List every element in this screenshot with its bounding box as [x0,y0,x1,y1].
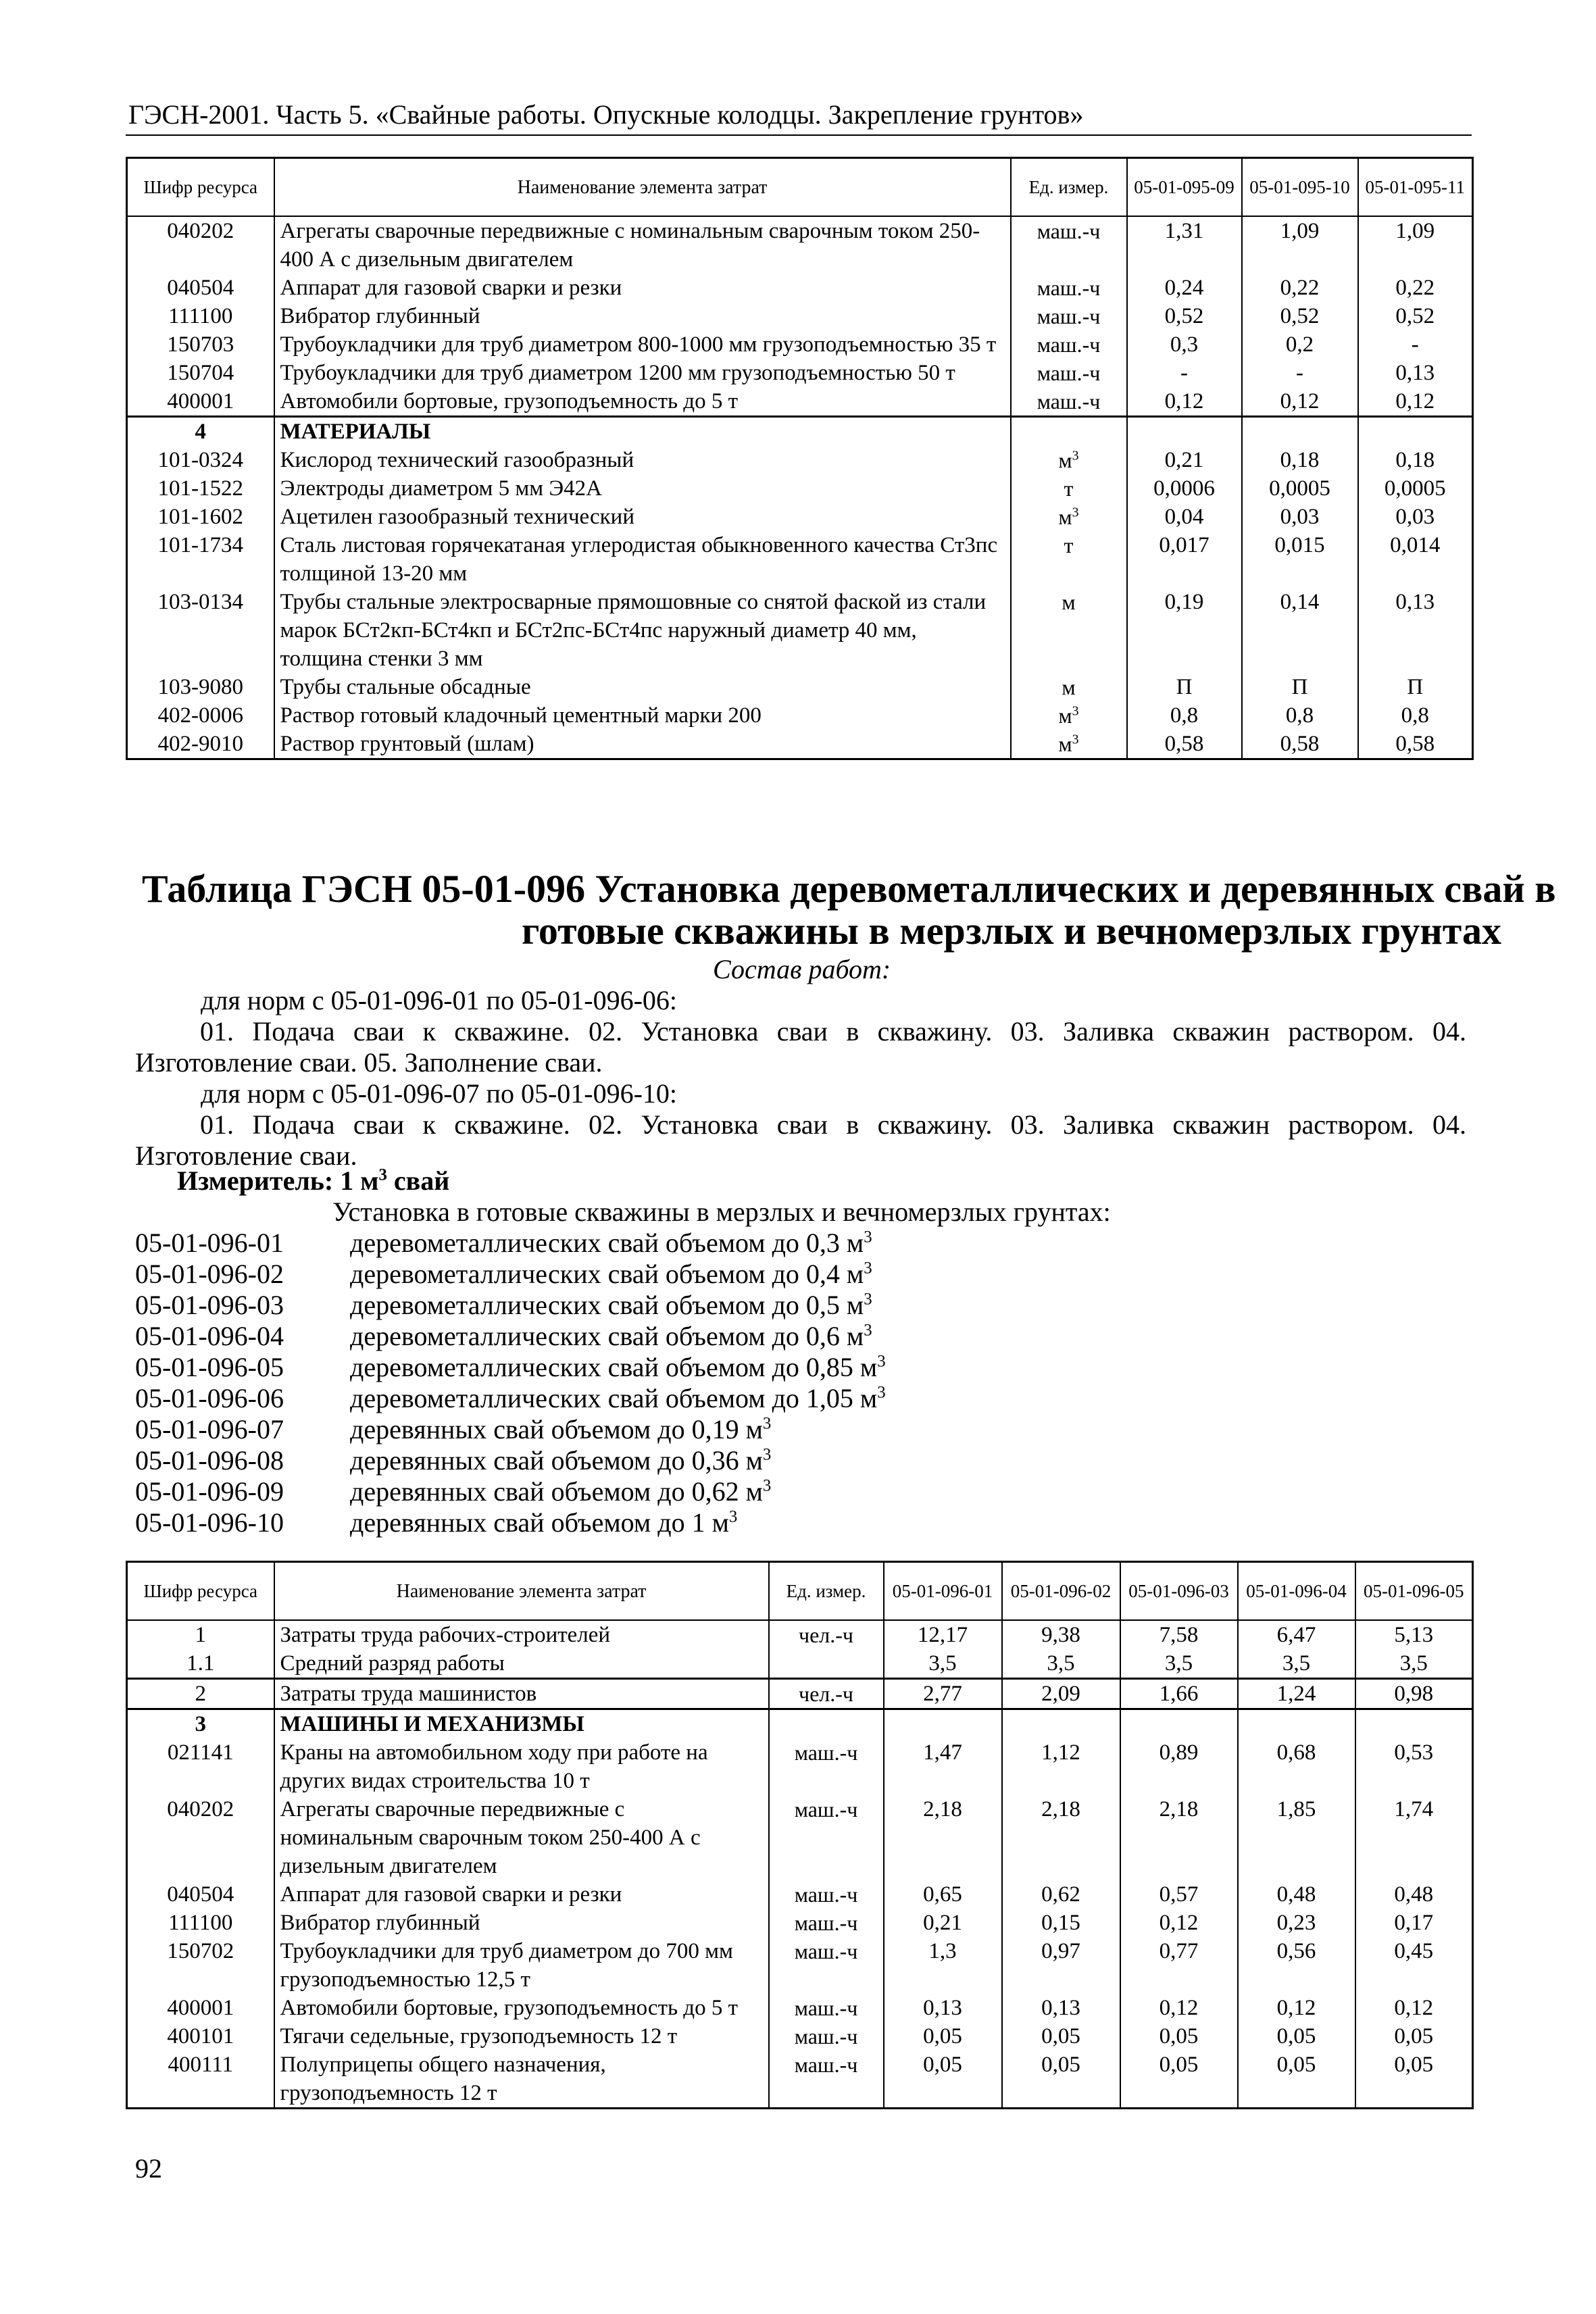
table-row [127,1909,1473,1937]
resource-value: 0,58 [1127,730,1242,759]
empty-cell [1238,1709,1355,1739]
resource-name: Краны на автомобильном ходу при работе на других видах строительства 10 т [274,1738,769,1795]
norm-list-item [135,1259,1419,1290]
resource-unit: м [1011,588,1127,673]
resource-code: 111100 [127,1909,274,1937]
resource-code: 101-1734 [127,531,274,588]
resource-value: 0,0006 [1127,474,1242,503]
page-number: 92 [135,2153,162,2184]
empty-cell [1355,1709,1473,1739]
resource-value: 0,2 [1242,330,1358,359]
resource-unit: маш.-ч [1011,274,1127,302]
table-row [127,387,1473,417]
resource-value: 3,5 [1002,1649,1120,1679]
resource-value: 0,12 [1127,387,1242,417]
norm-list-item [135,1228,1419,1259]
resource-name: Электроды диаметром 5 мм Э42А [274,474,1011,503]
labor-section [127,1620,1473,1679]
resource-value: 1,3 [884,1937,1002,1994]
resource-value: 2,18 [884,1795,1002,1880]
resource-value: 9,38 [1002,1620,1120,1649]
section-title: МАТЕРИАЛЫ [274,417,1011,447]
resource-unit: маш.-ч [769,1738,884,1795]
table-row [127,474,1473,503]
col-header-value: 05-01-095-11 [1358,158,1473,217]
resource-name: Вибратор глубинный [274,302,1011,330]
norm-description: деревянных свай объемом до 0,19 $м^3$ [350,1414,772,1444]
resource-value: 0,52 [1242,302,1358,330]
resource-value: 0,18 [1358,446,1473,474]
norm-code: 05-01-096-08 [135,1445,284,1476]
norm-list [135,1228,1419,1538]
resource-unit: маш.-ч [769,1994,884,2022]
col-header-name: Наименование элемента затрат [274,158,1011,217]
resource-name: Автомобили бортовые, грузоподъемность до 5 т [274,387,1011,417]
table-row [127,1937,1473,1994]
resource-code: 101-1522 [127,474,274,503]
running-header: ГЭСН-2001. Часть 5. «Свайные работы. Опускные колодцы. Закрепление грунтов» [128,99,1084,130]
resource-value: 0,12 [1120,1994,1238,2022]
table-title-line-2: готовые скважины в мерзлых и вечномерзлых грунтах [522,909,1501,953]
empty-cell [1011,417,1127,447]
work-composition-caption: Состав работ: [713,954,891,984]
header-rule [126,134,1472,136]
resource-value: 1,31 [1127,216,1242,274]
norm-code: 05-01-096-07 [135,1414,284,1444]
norm-list-item [135,1321,1419,1352]
resource-value: 0,04 [1127,503,1242,531]
table-row [127,1679,1473,1709]
norm-list-item [135,1476,1419,1507]
table-row [127,673,1473,701]
resource-code: 1 [127,1620,274,1649]
resource-unit: маш.-ч [1011,216,1127,274]
resource-value: 0,12 [1358,387,1473,417]
resource-code: 2 [127,1679,274,1709]
resource-value: 0,22 [1358,274,1473,302]
table-header-row [127,1562,1473,1621]
resource-value: П [1358,673,1473,701]
col-header-name: Наименование элемента затрат [274,1562,769,1621]
col-header-value: 05-01-095-10 [1242,158,1358,217]
resource-unit: маш.-ч [769,1795,884,1880]
resource-code: 150702 [127,1937,274,1994]
resource-value: 0,21 [1127,446,1242,474]
norm-list-item [135,1290,1419,1321]
resource-value: 0,58 [1358,730,1473,759]
resource-value: 0,14 [1242,588,1358,673]
resource-value: 1,85 [1238,1795,1355,1880]
norm-description: деревянных свай объемом до 0,62 $м^3$ [350,1476,772,1507]
resource-value: 0,15 [1002,1909,1120,1937]
measure-unit: Измеритель: 1 $м^3$ свай [177,1165,450,1196]
resource-code: 1.1 [127,1649,274,1679]
resource-value: П [1242,673,1358,701]
resource-value: 0,03 [1358,503,1473,531]
resource-unit: $м^3$ [1011,730,1127,759]
section-title: МАШИНЫ И МЕХАНИЗМЫ [274,1709,769,1739]
resource-name: Агрегаты сварочные передвижные с номинальным сварочным током 250-400 А с дизельным двигателем [274,216,1011,274]
resource-value: 0,13 [1358,359,1473,387]
empty-cell [1002,1709,1120,1739]
norm-description: деревометаллических свай объемом до 0,85 $м^3$ [350,1352,886,1382]
resource-value: 3,5 [1355,1649,1473,1679]
resource-name: Раствор грунтовый (шлам) [274,730,1011,759]
table-row [127,330,1473,359]
resource-unit: маш.-ч [1011,330,1127,359]
table-row [127,1649,1473,1679]
resource-code: 040504 [127,1880,274,1909]
resource-name: Трубоукладчики для труб диаметром 800-1000 мм грузоподъемностью 35 т [274,330,1011,359]
resource-code: 040504 [127,274,274,302]
resource-value: 1,09 [1242,216,1358,274]
table-row [127,216,1473,274]
table-row [127,701,1473,730]
resource-value: 0,97 [1002,1937,1120,1994]
norm-group-1-label: для норм с 05-01-096-01 по 05-01-096-06: [201,985,678,1015]
resource-value: 0,53 [1355,1738,1473,1795]
resource-name: Тягачи седельные, грузоподъемность 12 т [274,2022,769,2051]
resource-unit: маш.-ч [769,2051,884,2109]
resource-code: 101-1602 [127,503,274,531]
resource-value: П [1127,673,1242,701]
resource-name: Трубы стальные обсадные [274,673,1011,701]
materials-rows [127,446,1473,759]
materials-section [127,417,1473,447]
resource-unit: маш.-ч [769,1880,884,1909]
resource-value: 0,03 [1242,503,1358,531]
empty-cell [884,1709,1002,1739]
norm-group-2-text: 01. Подача сваи к скважине. 02. Установка сваи в скважину. 03. Заливка скважин раствором. 04. Изготовление сваи. [135,1109,1466,1171]
section-heading-row [127,1709,1473,1739]
resource-value: 2,18 [1120,1795,1238,1880]
resource-name: Затраты труда рабочих-строителей [274,1620,769,1649]
resource-unit: маш.-ч [769,1909,884,1937]
resource-code: 103-9080 [127,673,274,701]
resource-value: 1,47 [884,1738,1002,1795]
table-row [127,1795,1473,1880]
resource-code: 402-9010 [127,730,274,759]
norm-description: деревянных свай объемом до 0,36 $м^3$ [350,1445,772,1476]
col-header-unit: Ед. измер. [1011,158,1127,217]
machines-rows [127,1738,1473,2109]
norm-list-item [135,1445,1419,1476]
resource-value: 2,77 [884,1679,1002,1709]
norm-description: деревометаллических свай объемом до 0,4 $м^3$ [350,1259,872,1289]
norm-code: 05-01-096-02 [135,1259,284,1289]
resource-value: 0,05 [884,2051,1002,2109]
resource-unit: маш.-ч [1011,359,1127,387]
resource-code: 150703 [127,330,274,359]
resource-unit: маш.-ч [1011,387,1127,417]
resource-value: - [1127,359,1242,387]
resource-value: 3,5 [884,1649,1002,1679]
resource-value: 0,05 [1120,2051,1238,2109]
table-row [127,531,1473,588]
resource-value: 0,014 [1358,531,1473,588]
section-code: 3 [127,1709,274,1739]
machines-section [127,216,1473,417]
resource-value: 0,24 [1127,274,1242,302]
resource-value: 0,12 [1242,387,1358,417]
resource-value: 0,23 [1238,1909,1355,1937]
resource-value: 0,13 [884,1994,1002,2022]
resource-value: 0,8 [1242,701,1358,730]
resource-value: 0,3 [1127,330,1242,359]
resource-value: 0,05 [1355,2051,1473,2109]
operators-section [127,1679,1473,1709]
empty-cell [1120,1709,1238,1739]
norm-code: 05-01-096-04 [135,1321,284,1351]
resource-unit: $м^3$ [1011,503,1127,531]
col-header-value: 05-01-095-09 [1127,158,1242,217]
table-header-row [127,158,1473,217]
norm-code: 05-01-096-10 [135,1507,284,1538]
resource-name: Трубоукладчики для труб диаметром до 700 мм грузоподъемностью 12,5 т [274,1937,769,1994]
resource-value: 0,05 [1355,2022,1473,2051]
resource-value: 6,47 [1238,1620,1355,1649]
norm-code: 05-01-096-09 [135,1476,284,1507]
section-heading-row [127,417,1473,447]
resource-value: 0,65 [884,1880,1002,1909]
table-row [127,503,1473,531]
resource-value: 1,66 [1120,1679,1238,1709]
resource-value: 2,09 [1002,1679,1120,1709]
col-header-value: 05-01-096-05 [1355,1562,1473,1621]
col-header-value: 05-01-096-01 [884,1562,1002,1621]
resource-name: Вибратор глубинный [274,1909,769,1937]
resource-unit: т [1011,531,1127,588]
resource-value: 3,5 [1120,1649,1238,1679]
resource-value: 0,18 [1242,446,1358,474]
norm-description: деревометаллических свай объемом до 1,05 $м^3$ [350,1383,886,1413]
col-header-value: 05-01-096-02 [1002,1562,1120,1621]
resource-code: 040202 [127,1795,274,1880]
resource-name: Трубоукладчики для труб диаметром 1200 мм грузоподъемностью 50 т [274,359,1011,387]
resource-table-095 [126,157,1474,760]
resource-value: 0,13 [1358,588,1473,673]
norm-list-item [135,1414,1419,1445]
resource-code: 101-0324 [127,446,274,474]
resource-name: Кислород технический газообразный [274,446,1011,474]
resource-name: Агрегаты сварочные передвижные с номинальным сварочным током 250-400 А с дизельным двигателем [274,1795,769,1880]
resource-value: 0,62 [1002,1880,1120,1909]
resource-code: 040202 [127,216,274,274]
table-row [127,1620,1473,1649]
resource-value: 0,12 [1120,1909,1238,1937]
norm-code: 05-01-096-05 [135,1352,284,1382]
resource-value: 1,12 [1002,1738,1120,1795]
resource-code: 150704 [127,359,274,387]
norm-group-1-text: 01. Подача сваи к скважине. 02. Установка сваи в скважину. 03. Заливка скважин раствором. 04. Изготовление сваи. 05. Заполнение сваи. [135,1016,1466,1078]
resource-code: 402-0006 [127,701,274,730]
norm-group-2-label: для норм с 05-01-096-07 по 05-01-096-10: [201,1078,678,1109]
resource-value: 0,05 [1002,2022,1120,2051]
table-row [127,359,1473,387]
resource-unit: т [1011,474,1127,503]
resource-unit: $м^3$ [1011,446,1127,474]
table-row [127,1994,1473,2022]
col-header-unit: Ед. измер. [769,1562,884,1621]
resource-value: 0,0005 [1242,474,1358,503]
resource-table-096 [126,1561,1474,2109]
table-row [127,588,1473,673]
resource-code: 400001 [127,1994,274,2022]
empty-cell [1358,417,1473,447]
norm-code: 05-01-096-03 [135,1290,284,1320]
table-row [127,302,1473,330]
resource-unit: чел.-ч [769,1620,884,1649]
resource-value: 1,24 [1238,1679,1355,1709]
resource-value: 0,68 [1238,1738,1355,1795]
resource-value: 0,56 [1238,1937,1355,1994]
resource-value: 0,05 [1002,2051,1120,2109]
col-header-code: Шифр ресурса [127,158,274,217]
resource-name: Затраты труда машинистов [274,1679,769,1709]
resource-value: 0,8 [1127,701,1242,730]
resource-value: 0,05 [1238,2051,1355,2109]
resource-value: 2,18 [1002,1795,1120,1880]
empty-cell [1242,417,1358,447]
resource-name: Аппарат для газовой сварки и резки [274,1880,769,1909]
resource-value: 1,74 [1355,1795,1473,1880]
resource-value: 0,015 [1242,531,1358,588]
resource-code: 400111 [127,2051,274,2109]
resource-unit: $м^3$ [1011,701,1127,730]
resource-code: 111100 [127,302,274,330]
resource-value: 0,89 [1120,1738,1238,1795]
col-header-code: Шифр ресурса [127,1562,274,1621]
section-code: 4 [127,417,274,447]
resource-value: 0,0005 [1358,474,1473,503]
norm-description: деревянных свай объемом до 1 $м^3$ [350,1507,738,1538]
resource-name: Автомобили бортовые, грузоподъемность до 5 т [274,1994,769,2022]
resource-value: 5,13 [1355,1620,1473,1649]
table-row [127,446,1473,474]
norm-list-item [135,1507,1419,1538]
resource-value: 0,45 [1355,1937,1473,1994]
resource-value: 0,21 [884,1909,1002,1937]
resource-name: Трубы стальные электросварные прямошовные со снятой фаской из стали марок БСт2кп-БСт4кп и БСт2пс-БСт4пс наружный диаметр 40 мм, толщина стенки 3 мм [274,588,1011,673]
resource-value: 0,48 [1355,1880,1473,1909]
table-row [127,730,1473,759]
resource-value: 0,8 [1358,701,1473,730]
resource-code: 021141 [127,1738,274,1795]
empty-cell [769,1709,884,1739]
table-row [127,1880,1473,1909]
resource-value: 0,52 [1358,302,1473,330]
resource-value: 0,05 [1120,2022,1238,2051]
table-row [127,2051,1473,2109]
resource-value: 0,017 [1127,531,1242,588]
resource-value: - [1358,330,1473,359]
resource-value: 0,13 [1002,1994,1120,2022]
table-row [127,1738,1473,1795]
resource-name: Ацетилен газообразный технический [274,503,1011,531]
norm-description: деревометаллических свай объемом до 0,5 $м^3$ [350,1290,872,1320]
col-header-value: 05-01-096-03 [1120,1562,1238,1621]
resource-value: 0,98 [1355,1679,1473,1709]
resource-unit: маш.-ч [769,1937,884,1994]
norm-list-item [135,1352,1419,1383]
resource-code: 400001 [127,387,274,417]
resource-value: 0,05 [884,2022,1002,2051]
resource-name: Аппарат для газовой сварки и резки [274,274,1011,302]
resource-name: Полуприцепы общего назначения, грузоподъемность 12 т [274,2051,769,2109]
resource-value: - [1242,359,1358,387]
norm-code: 05-01-096-01 [135,1228,284,1258]
resource-value: 0,58 [1242,730,1358,759]
resource-unit: маш.-ч [769,2022,884,2051]
resource-unit: м [1011,673,1127,701]
table-row [127,2022,1473,2051]
resource-value: 1,09 [1358,216,1473,274]
resource-value: 0,77 [1120,1937,1238,1994]
resource-value: 0,05 [1238,2022,1355,2051]
resource-value: 0,48 [1238,1880,1355,1909]
resource-value: 0,17 [1355,1909,1473,1937]
resource-value: 0,57 [1120,1880,1238,1909]
resource-name: Сталь листовая горячекатаная углеродистая обыкновенного качества Ст3пс толщиной 13-20 мм [274,531,1011,588]
norm-code: 05-01-096-06 [135,1383,284,1413]
resource-code: 103-0134 [127,588,274,673]
norm-description: деревометаллических свай объемом до 0,3 $м^3$ [350,1228,872,1258]
resource-unit: маш.-ч [1011,302,1127,330]
machines-heading-section [127,1709,1473,1739]
resource-value: 7,58 [1120,1620,1238,1649]
norm-list-item [135,1383,1419,1414]
resource-name: Средний разряд работы [274,1649,769,1679]
resource-value: 0,12 [1355,1994,1473,2022]
resource-unit [769,1649,884,1679]
resource-value: 3,5 [1238,1649,1355,1679]
resource-value: 0,52 [1127,302,1242,330]
resource-value: 0,19 [1127,588,1242,673]
resource-value: 0,12 [1238,1994,1355,2022]
empty-cell [1127,417,1242,447]
resource-value: 0,22 [1242,274,1358,302]
resource-name: Раствор готовый кладочный цементный марки 200 [274,701,1011,730]
resource-code: 400101 [127,2022,274,2051]
install-line: Установка в готовые скважины в мерзлых и вечномерзлых грунтах: [332,1197,1111,1227]
resource-value: 12,17 [884,1620,1002,1649]
resource-unit: чел.-ч [769,1679,884,1709]
col-header-value: 05-01-096-04 [1238,1562,1355,1621]
table-row [127,274,1473,302]
norm-description: деревометаллических свай объемом до 0,6 $м^3$ [350,1321,872,1351]
table-title-line-1: Таблица ГЭСН 05-01-096 Установка деревометаллических и деревянных свай в [142,867,1556,911]
